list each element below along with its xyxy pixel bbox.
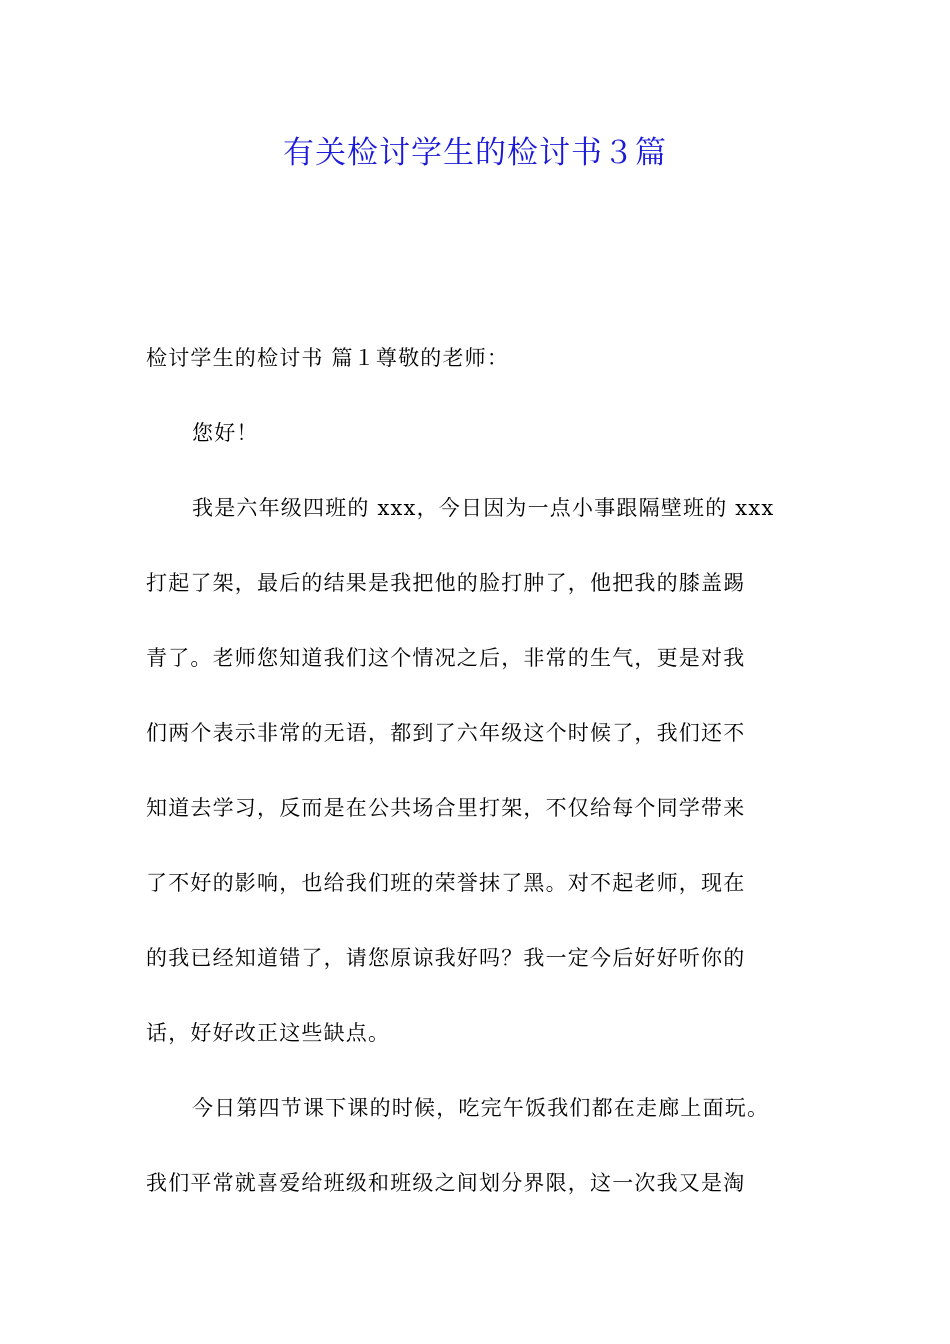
section-heading-line: 检讨学生的检讨书 篇１尊敬的老师：: [146, 346, 510, 370]
paragraph-line: 们两个表示非常的无语，都到了六年级这个时候了，我们还不: [146, 721, 746, 745]
paragraph-line: 打起了架，最后的结果是我把他的脸打肿了，他把我的膝盖踢: [146, 571, 746, 595]
paragraph-line: 话，好好改正这些缺点。: [146, 1021, 391, 1045]
document-title: 有关检讨学生的检讨书３篇: [283, 135, 667, 171]
paragraph-line: 了不好的影响，也给我们班的荣誉抹了黑。对不起老师，现在: [146, 871, 746, 895]
greeting-line: 您好！: [192, 421, 259, 445]
paragraph-line: 青了。老师您知道我们这个情况之后，非常的生气，更是对我: [146, 646, 746, 670]
paragraph-line: 今日第四节课下课的时候，吃完午饭我们都在走廊上面玩。: [192, 1096, 770, 1120]
paragraph-line: 我们平常就喜爱给班级和班级之间划分界限，这一次我又是淘: [146, 1171, 746, 1195]
paragraph-line: 的我已经知道错了，请您原谅我好吗？我一定今后好好听你的: [146, 946, 746, 970]
paragraph-line: 知道去学习，反而是在公共场合里打架，不仅给每个同学带来: [146, 796, 746, 820]
paragraph-line: 我是六年级四班的 xxx，今日因为一点小事跟隔壁班的 xxx: [192, 496, 775, 520]
